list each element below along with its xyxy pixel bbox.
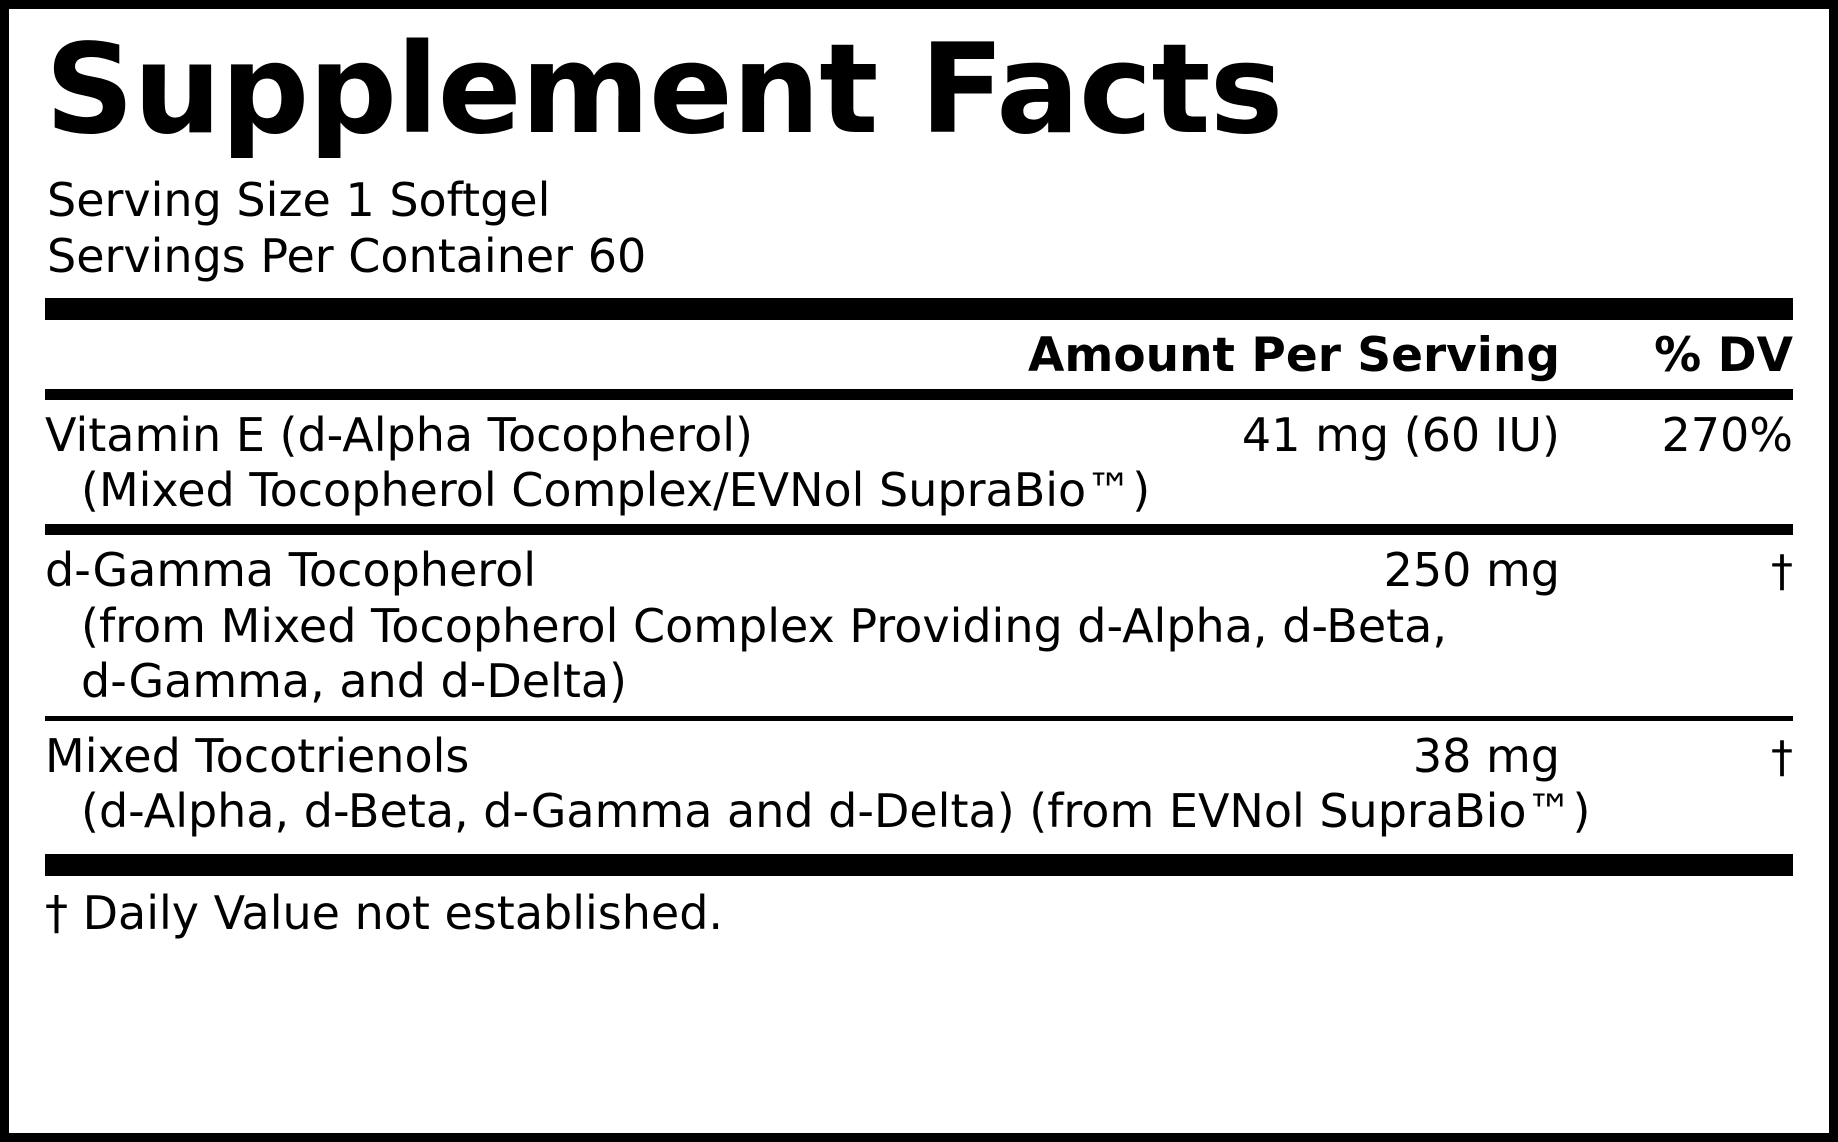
header-percent-dv: % DV	[1654, 328, 1793, 384]
divider-under-headers	[45, 389, 1793, 400]
nutrient-dv: †	[1771, 546, 1793, 598]
serving-info	[47, 172, 1799, 284]
nutrient-subline: (from Mixed Tocopherol Complex Providing d-Alpha, d-Beta,	[81, 599, 1447, 654]
nutrient-subline: (d-Alpha, d-Beta, d-Gamma and d-Delta) (from EVNol SupraBio™)	[81, 784, 1591, 839]
page-title: Supplement Facts	[45, 18, 1283, 162]
table-row	[45, 721, 1793, 840]
divider-thick-bottom	[45, 854, 1793, 876]
nutrient-amount: 250 mg	[1383, 543, 1560, 598]
nutrient-dv: †	[1771, 731, 1793, 783]
table-row	[45, 400, 1793, 518]
footnote-text: † Daily Value not established.	[45, 885, 724, 940]
nutrient-subtext	[45, 599, 1793, 709]
nutrient-subline: (Mixed Tocopherol Complex/EVNol SupraBio™)	[81, 463, 1151, 518]
column-headers	[45, 328, 1793, 383]
nutrient-subtext	[45, 463, 1793, 518]
nutrient-amount: 38 mg	[1412, 728, 1560, 783]
nutrient-subline: d-Gamma, and d-Delta)	[81, 654, 628, 709]
table-row	[45, 535, 1793, 709]
nutrient-name: Mixed Tocotrienols	[45, 728, 470, 783]
header-amount-per-serving: Amount Per Serving	[1027, 328, 1560, 384]
nutrient-name: Vitamin E (d-Alpha Tocopherol)	[45, 408, 753, 463]
nutrient-amount: 41 mg (60 IU)	[1241, 408, 1560, 463]
divider-row-1	[45, 524, 1793, 535]
nutrient-name: d-Gamma Tocopherol	[45, 543, 537, 598]
nutrient-subtext	[45, 784, 1793, 839]
serving-size-text: Serving Size 1 Softgel	[47, 172, 551, 227]
servings-per-container-text: Servings Per Container 60	[47, 228, 647, 283]
divider-thick-top	[45, 298, 1793, 320]
nutrient-dv: 270%	[1661, 408, 1793, 463]
